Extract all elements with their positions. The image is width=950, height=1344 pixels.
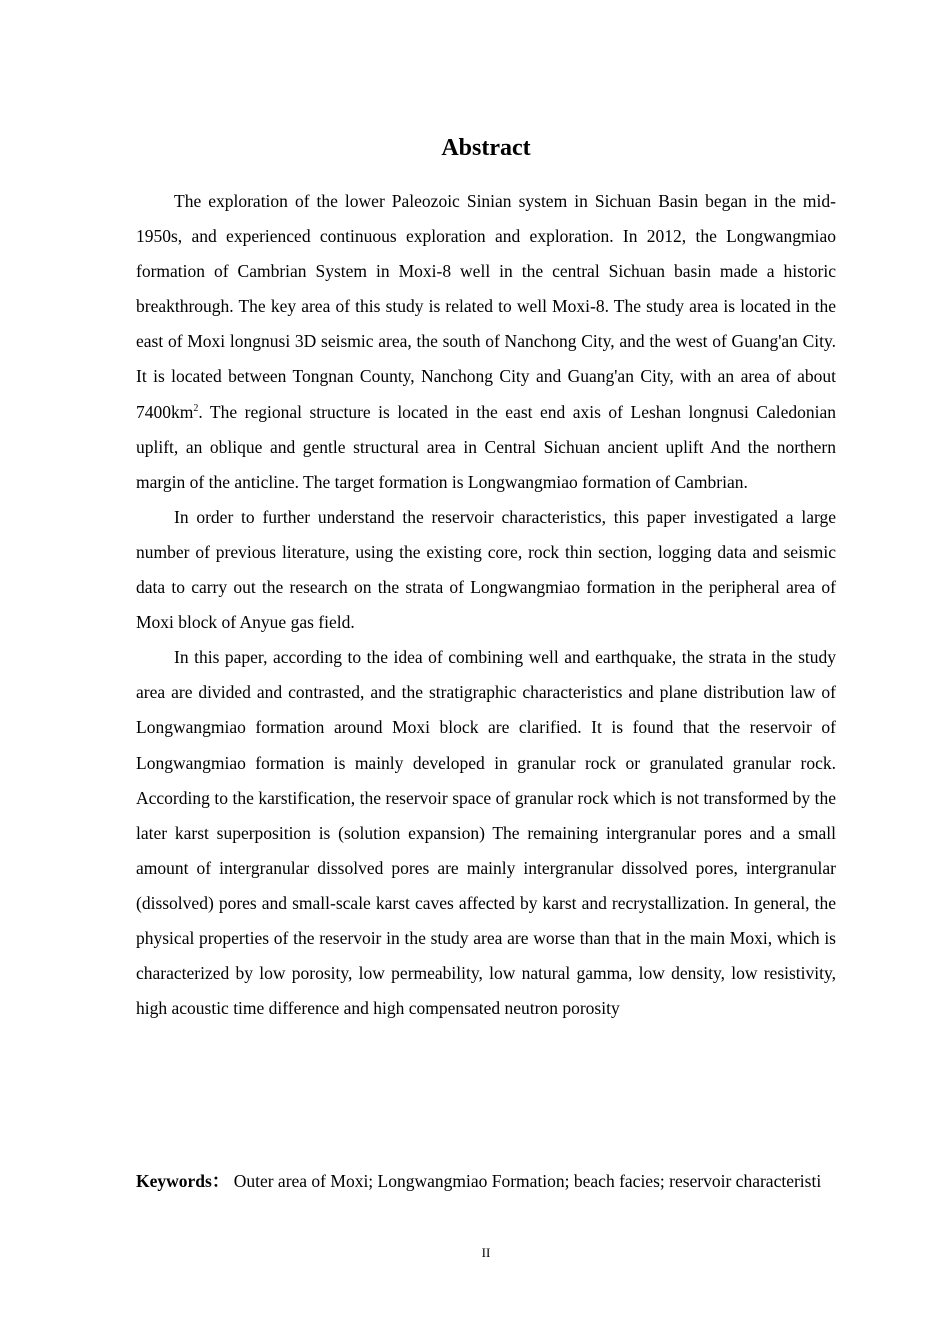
abstract-paragraph-3: In this paper, according to the idea of combining well and earthquake, the strata in the study area are divided and contrasted, and the stratigraphic characteristics and plane distribution law of Longwangmiao formation around Moxi block are clarified. It is found that the reservoir of Longwangmiao formation is mainly developed in granular rock or granulated granular rock. According to the karstification, the reservoir space of granular rock which is not transformed by the later karst superposition is (solution expansion) The remaining intergranular pores and a small amount of intergranular dissolved pores are mainly intergranular dissolved pores, intergranular (dissolved) pores and small-scale karst caves affected by karst and recrystallization. In general, the physical properties of the reservoir in the study area are worse than that in the main Moxi, which is characterized by low porosity, low permeability, low natural gamma, low density, low resistivity, high acoustic time difference and high compensated neutron porosity (136, 647, 836, 1019)
keywords-line (136, 1165, 836, 1198)
abstract-paragraph-2: In order to further understand the reservoir characteristics, this paper investigated a large number of previous literature, using the existing core, rock thin section, logging data and seismic data to carry out the research on the strata of Longwangmiao formation in the peripheral area of Moxi block of Anyue gas field. (136, 506, 836, 633)
keywords-label: Keywords： (136, 1171, 230, 1191)
paragraph-1-text-continued: . The regional structure is located in the east end axis of Leshan longnusi Caledonian uplift, an oblique and gentle structural area in Central Sichuan ancient uplift And the northern margin of the anticline. The target formation is Longwangmiao formation of Cambrian. (136, 401, 836, 492)
page-number: II (481, 1245, 491, 1260)
keywords-text: Outer area of Moxi; Longwangmiao Formation; beach facies; reservoir characteristi (233, 1171, 822, 1191)
page-title: Abstract (441, 135, 531, 162)
abstract-body (136, 184, 836, 1026)
abstract-paragraph-1 (136, 184, 836, 500)
area-superscript: 2 (193, 402, 199, 414)
paragraph-1-text: The exploration of the lower Paleozoic Sinian system in Sichuan Basin began in the mid-1950s, and experienced continuous exploration and exploration. In 2012, the Longwangmiao formation of Cambrian System in Moxi-8 well in the central Sichuan basin made a historic breakthrough. The key area of this study is related to well Moxi-8. The study area is located in the east of Moxi longnusi 3D seismic area, the south of Nanchong City, and the west of Guang'an City. It is located between Tongnan County, Nanchong City and Guang'an City, with an area of about 7400km (136, 191, 836, 422)
